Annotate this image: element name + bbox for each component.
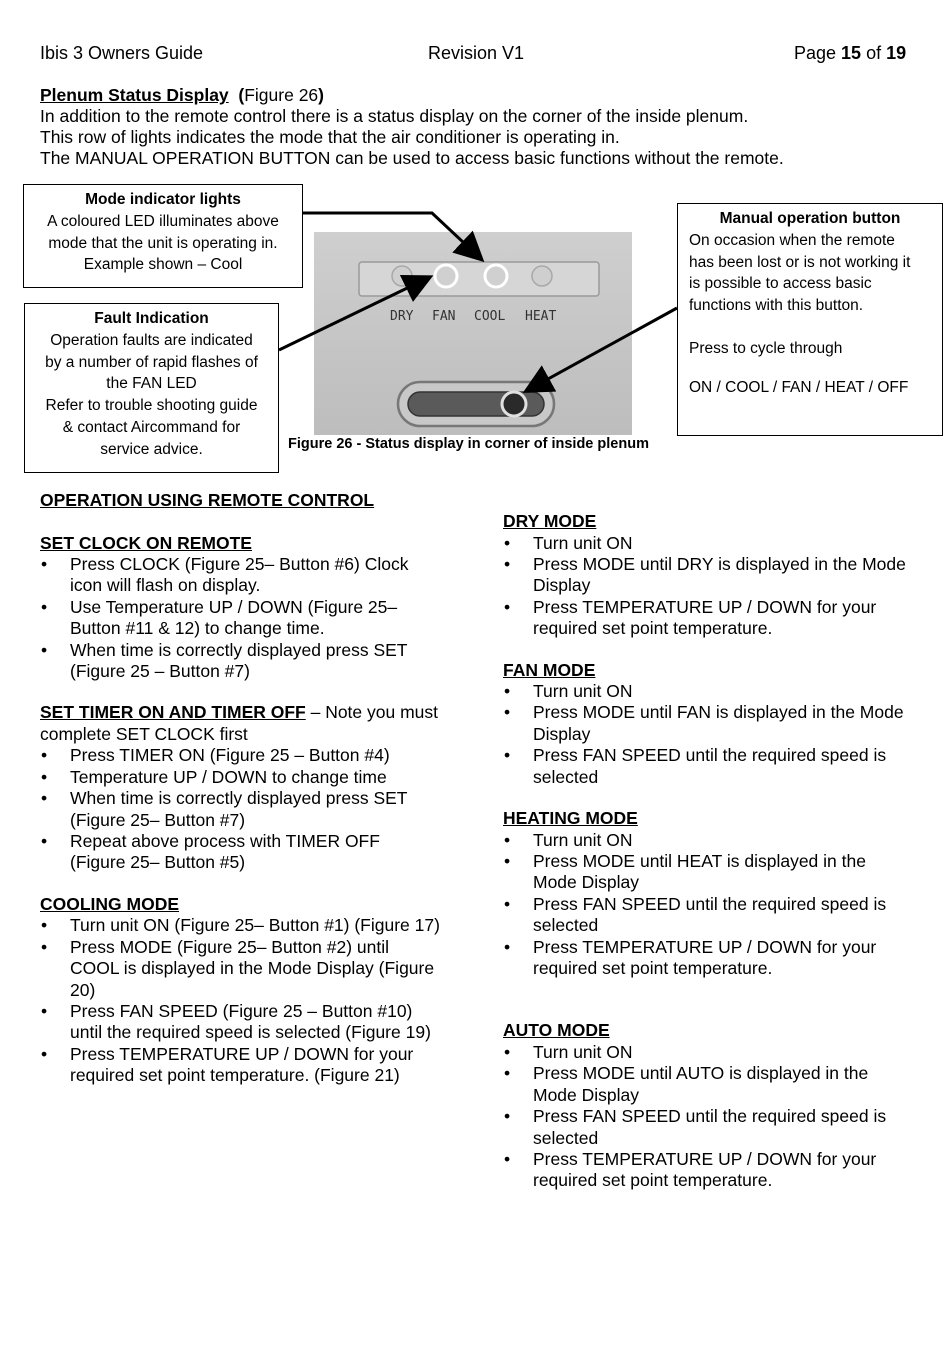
intro-line: This row of lights indicates the mode that the air conditioner is operating in. xyxy=(40,127,620,147)
panel-label-heat: HEAT xyxy=(525,309,557,324)
page-of: of xyxy=(861,43,887,63)
set-timer-list xyxy=(40,745,440,873)
list-item: • Press FAN SPEED (Figure 25 – Button #10) until the required speed is selected (Figure 19) xyxy=(40,1001,440,1044)
set-timer-note: – Note you must complete SET CLOCK first xyxy=(40,702,439,744)
list-item: • Turn unit ON xyxy=(503,533,908,554)
callout-line: Operation faults are indicated xyxy=(50,331,253,349)
callout-line: by a number of rapid flashes of xyxy=(45,353,258,371)
set-timer-heading xyxy=(40,702,440,745)
paren-open: ( xyxy=(238,85,245,105)
callout-line: Example shown – Cool xyxy=(83,256,243,274)
callout-line: Press to cycle through xyxy=(689,339,843,357)
heating-list xyxy=(503,830,908,980)
list-item: • Press MODE until DRY is displayed in the Mode Display xyxy=(503,554,908,597)
revision-label: Revision V1 xyxy=(428,43,525,63)
callout-line: & contact Aircommand for xyxy=(62,418,241,436)
heating-section xyxy=(503,808,908,979)
auto-section xyxy=(503,1020,908,1191)
cycle-sequence: ON / COOL / FAN / HEAT / OFF xyxy=(689,378,909,396)
callout-title: Mode indicator lights xyxy=(85,191,241,208)
list-item: • Press FAN SPEED until the required speed is selected xyxy=(503,894,908,937)
callout-arrows xyxy=(0,0,950,500)
list-item: • Turn unit ON xyxy=(503,1042,908,1063)
callout-line: has been lost or is not working it xyxy=(689,253,911,271)
list-item: • Turn unit ON (Figure 25– Button #1) (Figure 17) xyxy=(40,915,440,936)
set-timer-title: SET TIMER ON AND TIMER OFF xyxy=(40,702,306,723)
list-item: • Press MODE until HEAT is displayed in the Mode Display xyxy=(503,851,908,894)
panel-label-cool: COOL xyxy=(474,309,506,324)
operation-heading: OPERATION USING REMOTE CONTROL xyxy=(40,490,375,510)
figure-caption: Figure 26 - Status display in corner of inside plenum xyxy=(288,436,649,452)
list-item: • Press TEMPERATURE UP / DOWN for your required set point temperature. xyxy=(503,937,908,980)
list-item: • Temperature UP / DOWN to change time xyxy=(40,767,440,788)
page-total: 19 xyxy=(886,43,907,63)
callout-line: functions with this button. xyxy=(689,297,864,315)
set-clock-title: SET CLOCK ON REMOTE xyxy=(40,532,252,553)
list-item: • Press MODE until FAN is displayed in the Mode Display xyxy=(503,702,908,745)
list-item: • Press TEMPERATURE UP / DOWN for your required set point temperature. xyxy=(503,597,908,640)
manual-arrow xyxy=(528,308,677,390)
list-item: • Press MODE (Figure 25– Button #2) until COOL is displayed in the Mode Display (Figure 20) xyxy=(40,937,440,1001)
panel-label-fan: FAN xyxy=(432,309,456,324)
panel-label-dry: DRY xyxy=(390,309,414,324)
intro-line: The MANUAL OPERATION BUTTON can be used to access basic functions without the remote. xyxy=(40,148,784,168)
fan-section xyxy=(503,660,908,789)
callout-line: service advice. xyxy=(100,440,203,458)
list-item: • Press TEMPERATURE UP / DOWN for your required set point temperature. (Figure 21) xyxy=(40,1044,440,1087)
dry-section xyxy=(503,511,908,640)
callout-line: On occasion when the remote xyxy=(689,231,895,249)
list-item: • When time is correctly displayed press SET (Figure 25 – Button #7) xyxy=(40,640,440,683)
intro-line: In addition to the remote control there is a status display on the corner of the inside plenum. xyxy=(40,106,749,126)
dry-title: DRY MODE xyxy=(503,511,597,531)
paren-close: ) xyxy=(318,85,324,105)
set-clock-list xyxy=(40,554,440,682)
callout-line: the FAN LED xyxy=(106,375,197,393)
right-column xyxy=(503,511,908,1212)
callout-title: Manual operation button xyxy=(719,210,901,227)
callout-line: mode that the unit is operating in. xyxy=(48,234,278,252)
callout-line: is possible to access basic xyxy=(689,275,872,293)
list-item: • Repeat above process with TIMER OFF (Figure 25– Button #5) xyxy=(40,831,440,874)
cooling-list xyxy=(40,915,440,1086)
fault-arrow xyxy=(279,278,428,350)
page-prefix: Page xyxy=(794,43,842,63)
list-item: • Press FAN SPEED until the required speed is selected xyxy=(503,1106,908,1149)
heating-title: HEATING MODE xyxy=(503,808,638,829)
cooling-section xyxy=(40,894,440,1087)
list-item: • Use Temperature UP / DOWN (Figure 25– Button #11 & 12) to change time. xyxy=(40,597,440,640)
set-clock-section xyxy=(40,533,440,683)
cooling-title: COOLING MODE xyxy=(40,893,180,914)
set-timer-section xyxy=(40,702,440,873)
list-item: • Press MODE until AUTO is displayed in the Mode Display xyxy=(503,1063,908,1106)
list-item: • Press CLOCK (Figure 25– Button #6) Clock icon will flash on display. xyxy=(40,554,440,597)
callout-line: Refer to trouble shooting guide xyxy=(45,397,258,415)
mode-arrow xyxy=(303,213,480,258)
list-item: • Turn unit ON xyxy=(503,830,908,851)
fan-list xyxy=(503,681,908,788)
page-current: 15 xyxy=(841,43,862,63)
list-item: • Press TIMER ON (Figure 25 – Button #4) xyxy=(40,745,440,766)
dry-list xyxy=(503,533,908,640)
auto-list xyxy=(503,1042,908,1192)
section-title: Plenum Status Display xyxy=(40,85,229,105)
left-column xyxy=(40,490,440,1107)
callout-line: A coloured LED illuminates above xyxy=(47,212,279,230)
figure-ref: Figure 26 xyxy=(244,85,319,105)
list-item: • Press TEMPERATURE UP / DOWN for your required set point temperature. xyxy=(503,1149,908,1192)
auto-title: AUTO MODE xyxy=(503,1020,610,1041)
doc-title: Ibis 3 Owners Guide xyxy=(40,43,204,63)
callout-title: Fault Indication xyxy=(94,310,209,327)
list-item: • Press FAN SPEED until the required speed is selected xyxy=(503,745,908,788)
fan-title: FAN MODE xyxy=(503,659,596,680)
list-item: • When time is correctly displayed press SET (Figure 25– Button #7) xyxy=(40,788,440,831)
list-item: • Turn unit ON xyxy=(503,681,908,702)
